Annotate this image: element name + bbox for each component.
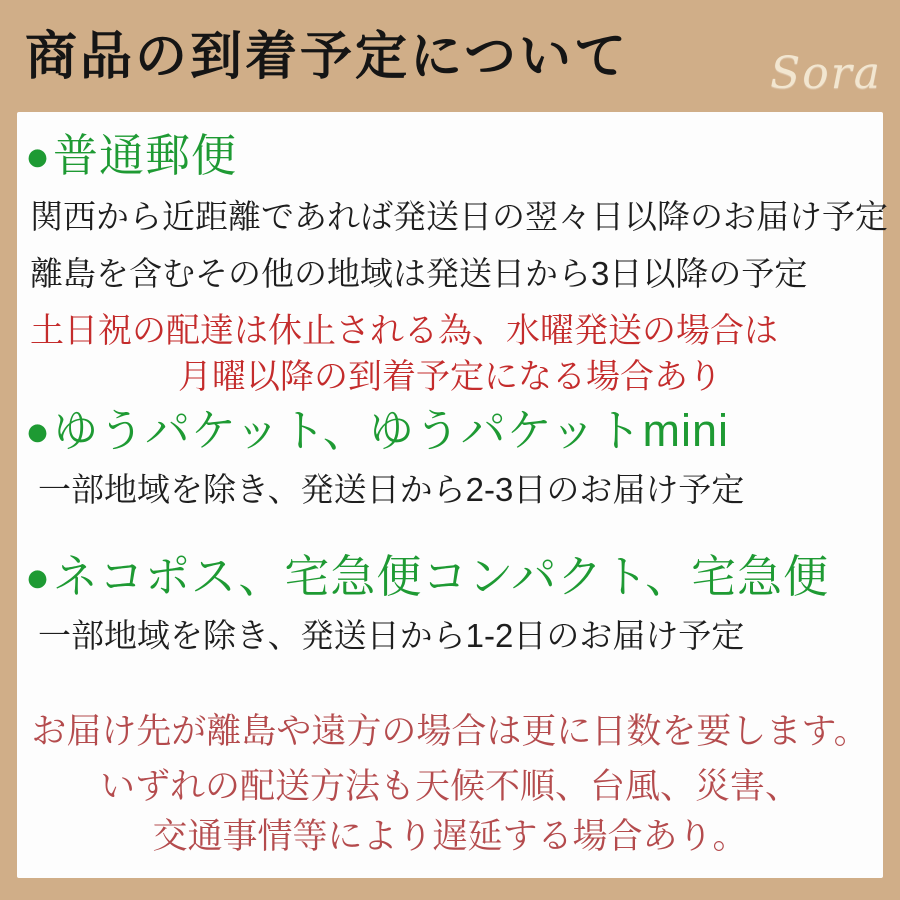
section-heading-futsu-yubin bbox=[25, 128, 237, 184]
footer-note: 交通事情等により遅延する場合あり。 bbox=[152, 817, 748, 856]
watermark-logo: Sora bbox=[770, 48, 882, 99]
page-title: 商品の到着予定について bbox=[25, 28, 629, 86]
section-heading-label: ネコポス、宅急便コンパクト、宅急便 bbox=[53, 551, 830, 602]
bullet-icon: ● bbox=[25, 408, 52, 454]
section-heading-nekopos-takkyubin bbox=[25, 549, 829, 605]
warning-line: 土日祝の配達は休止される為、水曜発送の場合は bbox=[30, 312, 778, 350]
bullet-icon: ● bbox=[25, 133, 52, 179]
body-line: 一部地域を除き、発送日から1-2日のお届け予定 bbox=[38, 617, 745, 654]
warning-line: 月曜以降の到着予定になる場合あり bbox=[178, 358, 722, 396]
bullet-icon: ● bbox=[25, 554, 52, 600]
section-heading-yu-packet bbox=[25, 403, 729, 459]
section-heading-label: 普通郵便 bbox=[53, 130, 238, 181]
content-panel bbox=[17, 112, 888, 878]
footer-note: お届け先が離島や遠方の場合は更に日数を要します。 bbox=[31, 712, 869, 751]
section-heading-label: ゆうパケット、ゆうパケットmini bbox=[53, 405, 729, 456]
body-line: 関西から近距離であれば発送日の翌々日以降のお届け予定 bbox=[30, 198, 888, 235]
body-line: 一部地域を除き、発送日から2-3日のお届け予定 bbox=[38, 471, 745, 508]
body-line: 離島を含むその他の地域は発送日から3日以降の予定 bbox=[30, 255, 808, 292]
footer-note: いずれの配送方法も天候不順、台風、災害、 bbox=[99, 767, 800, 806]
